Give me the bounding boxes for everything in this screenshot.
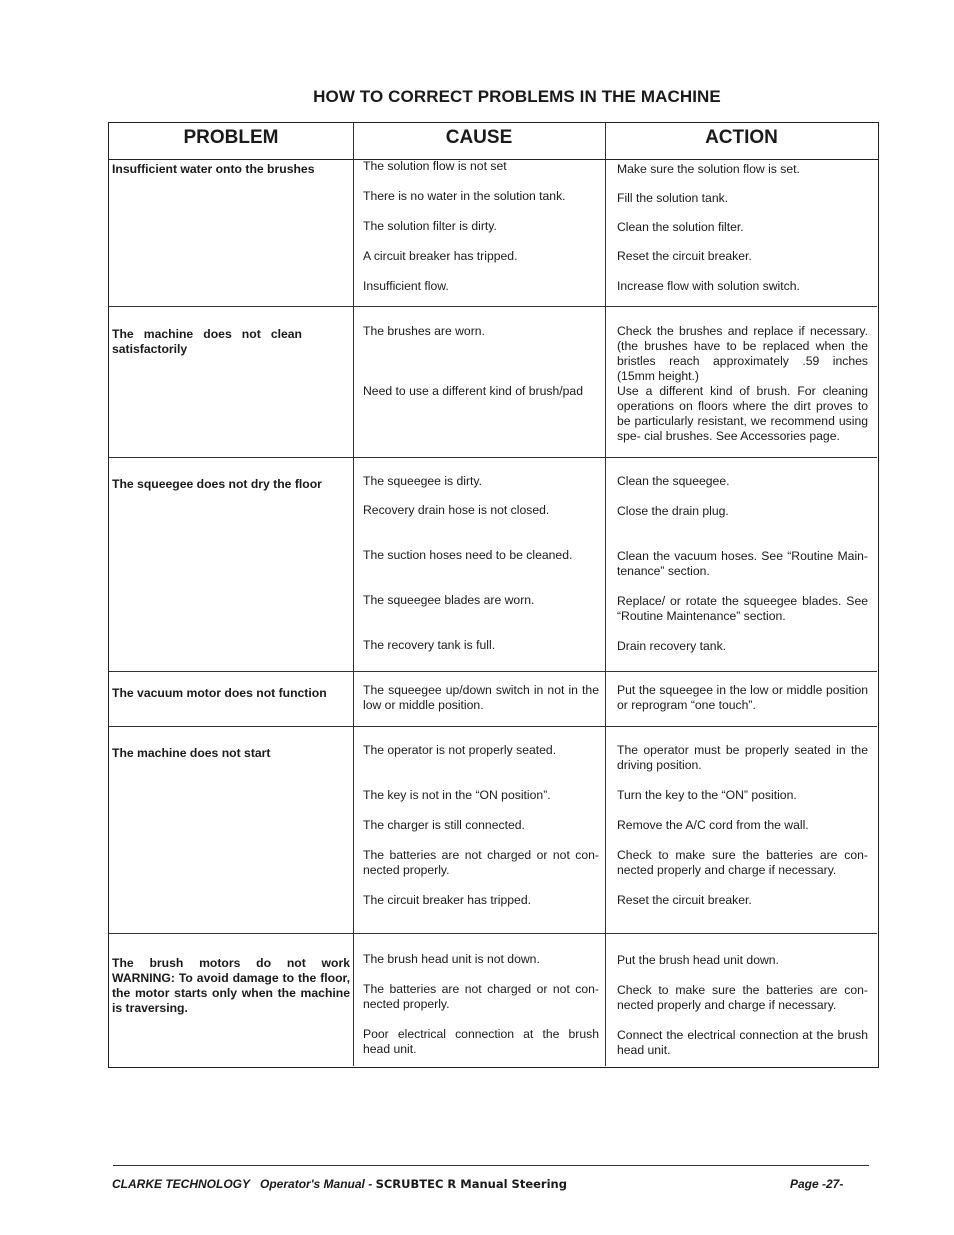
footer-company: CLARKE TECHNOLOGY xyxy=(112,1177,250,1191)
action-text: Put the squeegee in the low or middle position or reprogram “one touch”. xyxy=(617,683,868,712)
cause-text: Recovery drain hose is not closed. xyxy=(363,503,550,517)
action-text: Close the drain plug. xyxy=(617,504,729,518)
action-text: Clean the squeegee. xyxy=(617,474,730,488)
action-text: The operator must be properly seated in the driving position. xyxy=(617,743,868,772)
row-divider xyxy=(109,933,877,934)
cause-text: Insufficient flow. xyxy=(363,279,449,293)
cause-text: The operator is not properly seated. xyxy=(363,743,557,757)
action-text: Use a different kind of brush. For cleaning operations on floors where the dirt proves to be particularly resistant, we recommend using spe- cial brushes. See Accessories page. xyxy=(617,384,868,443)
cause-text: The charger is still connected. xyxy=(363,818,525,832)
header-problem: PROBLEM xyxy=(183,127,279,148)
problem-cell: The squeegee does not dry the floor xyxy=(112,477,322,491)
row-divider xyxy=(109,306,877,307)
cause-text: Need to use a different kind of brush/pad xyxy=(363,384,583,398)
cause-text: The brush head unit is not down. xyxy=(363,952,540,966)
cause-text: Poor electrical connection at the brush head unit. xyxy=(363,1027,599,1056)
cause-text: The circuit breaker has tripped. xyxy=(363,893,531,907)
action-text: Connect the electrical connection at the brush head unit. xyxy=(617,1028,868,1057)
action-text: Make sure the solution flow is set. xyxy=(617,162,800,176)
action-text: Check to make sure the batteries are con- nected properly and charge if necessary. xyxy=(617,983,868,1012)
cause-text: The batteries are not charged or not con- nected properly. xyxy=(363,848,599,877)
table-header xyxy=(109,123,878,160)
action-text: Check the brushes and replace if necessary. (the brushes have to be replaced when the bristles reach approximately .59 inches (15mm height.) xyxy=(617,324,868,383)
cause-text: A circuit breaker has tripped. xyxy=(363,249,518,263)
header-action: ACTION xyxy=(705,127,778,148)
footer-text xyxy=(112,1177,567,1191)
footer-manual: Operator's Manual - xyxy=(260,1177,373,1191)
troubleshooting-table xyxy=(108,122,879,1068)
column-divider xyxy=(353,123,354,1066)
cause-text: The squeegee blades are worn. xyxy=(363,593,535,607)
page-title: HOW TO CORRECT PROBLEMS IN THE MACHINE xyxy=(313,87,721,106)
cause-text: The recovery tank is full. xyxy=(363,638,496,652)
action-text: Increase flow with solution switch. xyxy=(617,279,800,293)
footer-product: SCRUBTEC R Manual Steering xyxy=(375,1177,567,1191)
cause-text: The solution flow is not set xyxy=(363,159,507,173)
cause-text: The key is not in the “ON position”. xyxy=(363,788,551,802)
column-divider xyxy=(605,123,606,1066)
footer-rule xyxy=(113,1165,869,1166)
header-cause: CAUSE xyxy=(445,127,513,148)
cause-text: The batteries are not charged or not con- nected properly. xyxy=(363,982,599,1011)
action-text: Replace/ or rotate the squeegee blades. See “Routine Maintenance” section. xyxy=(617,594,868,623)
problem-cell: The machine does not clean satisfactorily xyxy=(112,327,302,356)
action-text: Remove the A/C cord from the wall. xyxy=(617,818,809,832)
action-text: Put the brush head unit down. xyxy=(617,953,779,967)
cause-text: The suction hoses need to be cleaned. xyxy=(363,548,573,562)
page-number: Page -27- xyxy=(790,1177,844,1191)
problem-cell: The vacuum motor does not function xyxy=(112,686,327,700)
cause-text: The brushes are worn. xyxy=(363,324,485,338)
cause-text: The solution filter is dirty. xyxy=(363,219,497,233)
problem-cell: Insufficient water onto the brushes xyxy=(112,162,315,176)
action-text: Drain recovery tank. xyxy=(617,639,727,653)
action-text: Reset the circuit breaker. xyxy=(617,893,752,907)
cause-text: There is no water in the solution tank. xyxy=(363,189,566,203)
action-text: Clean the solution filter. xyxy=(617,220,744,234)
action-text: Check to make sure the batteries are con- nected properly and charge if necessary. xyxy=(617,848,868,877)
action-text: Turn the key to the “ON” position. xyxy=(617,788,797,802)
action-text: Reset the circuit breaker. xyxy=(617,249,752,263)
problem-cell: The brush motors do not work WARNING: To avoid damage to the floor, the motor starts only when the machine is traversing. xyxy=(112,956,350,1015)
action-text: Clean the vacuum hoses. See “Routine Main- tenance” section. xyxy=(617,549,868,578)
cause-text: The squeegee up/down switch in not in the low or middle position. xyxy=(363,683,599,712)
row-divider xyxy=(109,457,877,458)
action-text: Fill the solution tank. xyxy=(617,191,729,205)
cause-text: The squeegee is dirty. xyxy=(363,474,483,488)
problem-cell: The machine does not start xyxy=(112,746,271,760)
row-divider xyxy=(109,671,877,672)
row-divider xyxy=(109,726,877,727)
